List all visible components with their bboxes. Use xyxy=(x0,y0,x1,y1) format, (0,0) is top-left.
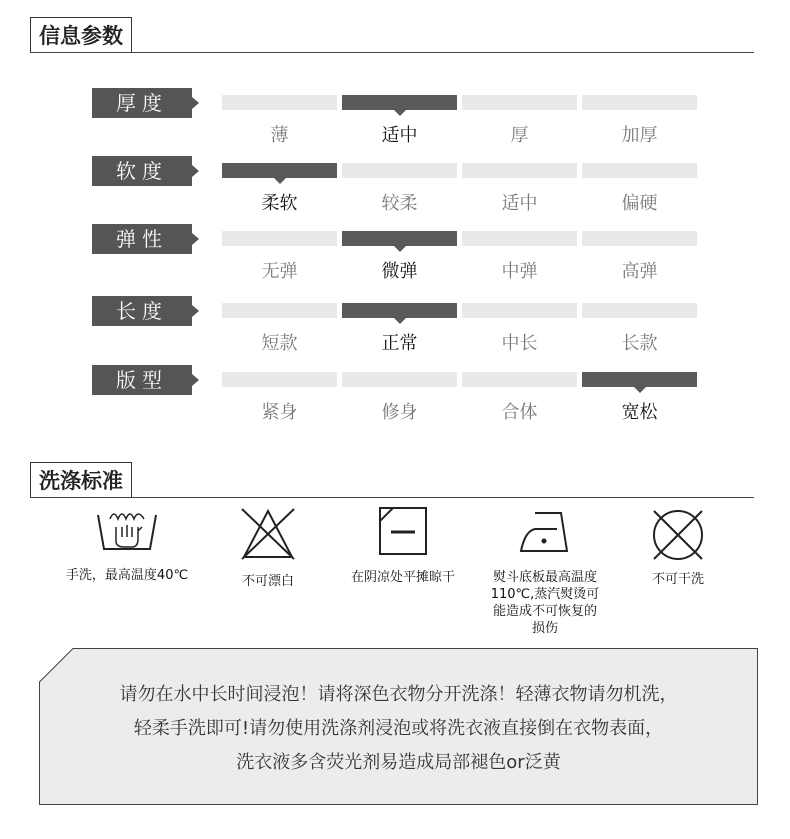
care-caption: 手洗，最高温度40℃ xyxy=(65,568,189,583)
scale-segment xyxy=(582,95,697,110)
scale-option-label: 中弹 xyxy=(501,261,538,282)
scale-option-label: 适中 xyxy=(381,125,418,146)
param-label: 弹性 xyxy=(92,224,192,254)
care-no-dry-clean xyxy=(608,505,748,588)
care-caption: 不可漂白 xyxy=(241,574,294,589)
info-section-divider xyxy=(30,52,754,53)
info-section-title: 信息参数 xyxy=(30,17,132,52)
care-caption: 在阴凉处平摊晾干 xyxy=(350,570,455,585)
care-caption: 不可干洗 xyxy=(651,572,704,587)
wash-note-box xyxy=(39,648,758,805)
scale-option-label: 柔软 xyxy=(261,193,298,214)
scale-segment-selected xyxy=(342,95,457,110)
no-bleach-icon xyxy=(238,505,298,561)
param-arrow-icon xyxy=(192,97,199,109)
scale-segment xyxy=(342,372,457,387)
param-label: 软度 xyxy=(92,156,192,186)
scale-option-label: 合体 xyxy=(501,402,538,423)
scale-option-label: 修身 xyxy=(381,402,418,423)
care-iron xyxy=(475,505,615,637)
param-arrow-icon xyxy=(192,233,199,245)
note-line: 轻柔手洗即可!请勿使用洗涤剂浸泡或将洗衣液直接倒在衣物表面， xyxy=(133,718,664,739)
param-label: 长度 xyxy=(92,296,192,326)
scale-segment xyxy=(462,163,577,178)
scale-option-label: 薄 xyxy=(270,125,289,146)
scale-option-label: 正常 xyxy=(381,333,418,354)
scale-option-label: 宽松 xyxy=(621,402,658,423)
scale-segment xyxy=(222,231,337,246)
scale-option-label: 高弹 xyxy=(621,261,658,282)
scale-segment xyxy=(582,163,697,178)
scale-option-label: 较柔 xyxy=(381,193,418,214)
scale-option-label: 偏硬 xyxy=(621,193,658,214)
scale-option-label: 厚 xyxy=(510,125,529,146)
scale-segment xyxy=(462,372,577,387)
scale-segment-selected xyxy=(342,231,457,246)
scale-option-label: 无弹 xyxy=(261,261,298,282)
care-no-bleach xyxy=(198,505,338,590)
scale-segment xyxy=(342,163,457,178)
param-arrow-icon xyxy=(192,305,199,317)
scale-segment xyxy=(222,303,337,318)
care-hand-wash xyxy=(57,505,197,584)
note-text xyxy=(39,678,758,780)
scale-segment xyxy=(462,231,577,246)
care-caption: 熨斗底板最高温度110℃,蒸汽熨烫可能造成不可恢复的损伤 xyxy=(490,570,600,636)
param-label: 厚度 xyxy=(92,88,192,118)
scale-option-label: 短款 xyxy=(261,333,298,354)
scale-segment-selected xyxy=(222,163,337,178)
scale-option-label: 紧身 xyxy=(261,402,298,423)
care-shade-flat-dry xyxy=(333,505,473,586)
scale-segment-selected xyxy=(582,372,697,387)
scale-segment xyxy=(462,303,577,318)
scale-segment xyxy=(582,303,697,318)
wash-section-divider xyxy=(30,497,754,498)
scale-segment-selected xyxy=(342,303,457,318)
wash-section-title: 洗涤标准 xyxy=(30,462,132,497)
note-line: 洗衣液多含荧光剂易造成局部褪色or泛黄 xyxy=(236,752,561,773)
param-label: 版型 xyxy=(92,365,192,395)
scale-option-label: 加厚 xyxy=(621,125,658,146)
scale-option-label: 微弹 xyxy=(381,261,418,282)
scale-option-label: 适中 xyxy=(501,193,538,214)
scale-segment xyxy=(582,231,697,246)
no-dry-clean-icon xyxy=(648,505,708,565)
scale-segment xyxy=(222,95,337,110)
note-line: 请勿在水中长时间浸泡！请将深色衣物分开洗涤！轻薄衣物请勿机洗， xyxy=(119,684,678,705)
iron-low-temp-icon xyxy=(517,505,573,557)
scale-segment xyxy=(462,95,577,110)
scale-option-label: 长款 xyxy=(621,333,658,354)
param-arrow-icon xyxy=(192,165,199,177)
shade-flat-dry-icon xyxy=(377,505,429,557)
scale-option-label: 中长 xyxy=(501,333,538,354)
scale-segment xyxy=(222,372,337,387)
param-arrow-icon xyxy=(192,374,199,386)
hand-wash-icon xyxy=(92,505,162,555)
